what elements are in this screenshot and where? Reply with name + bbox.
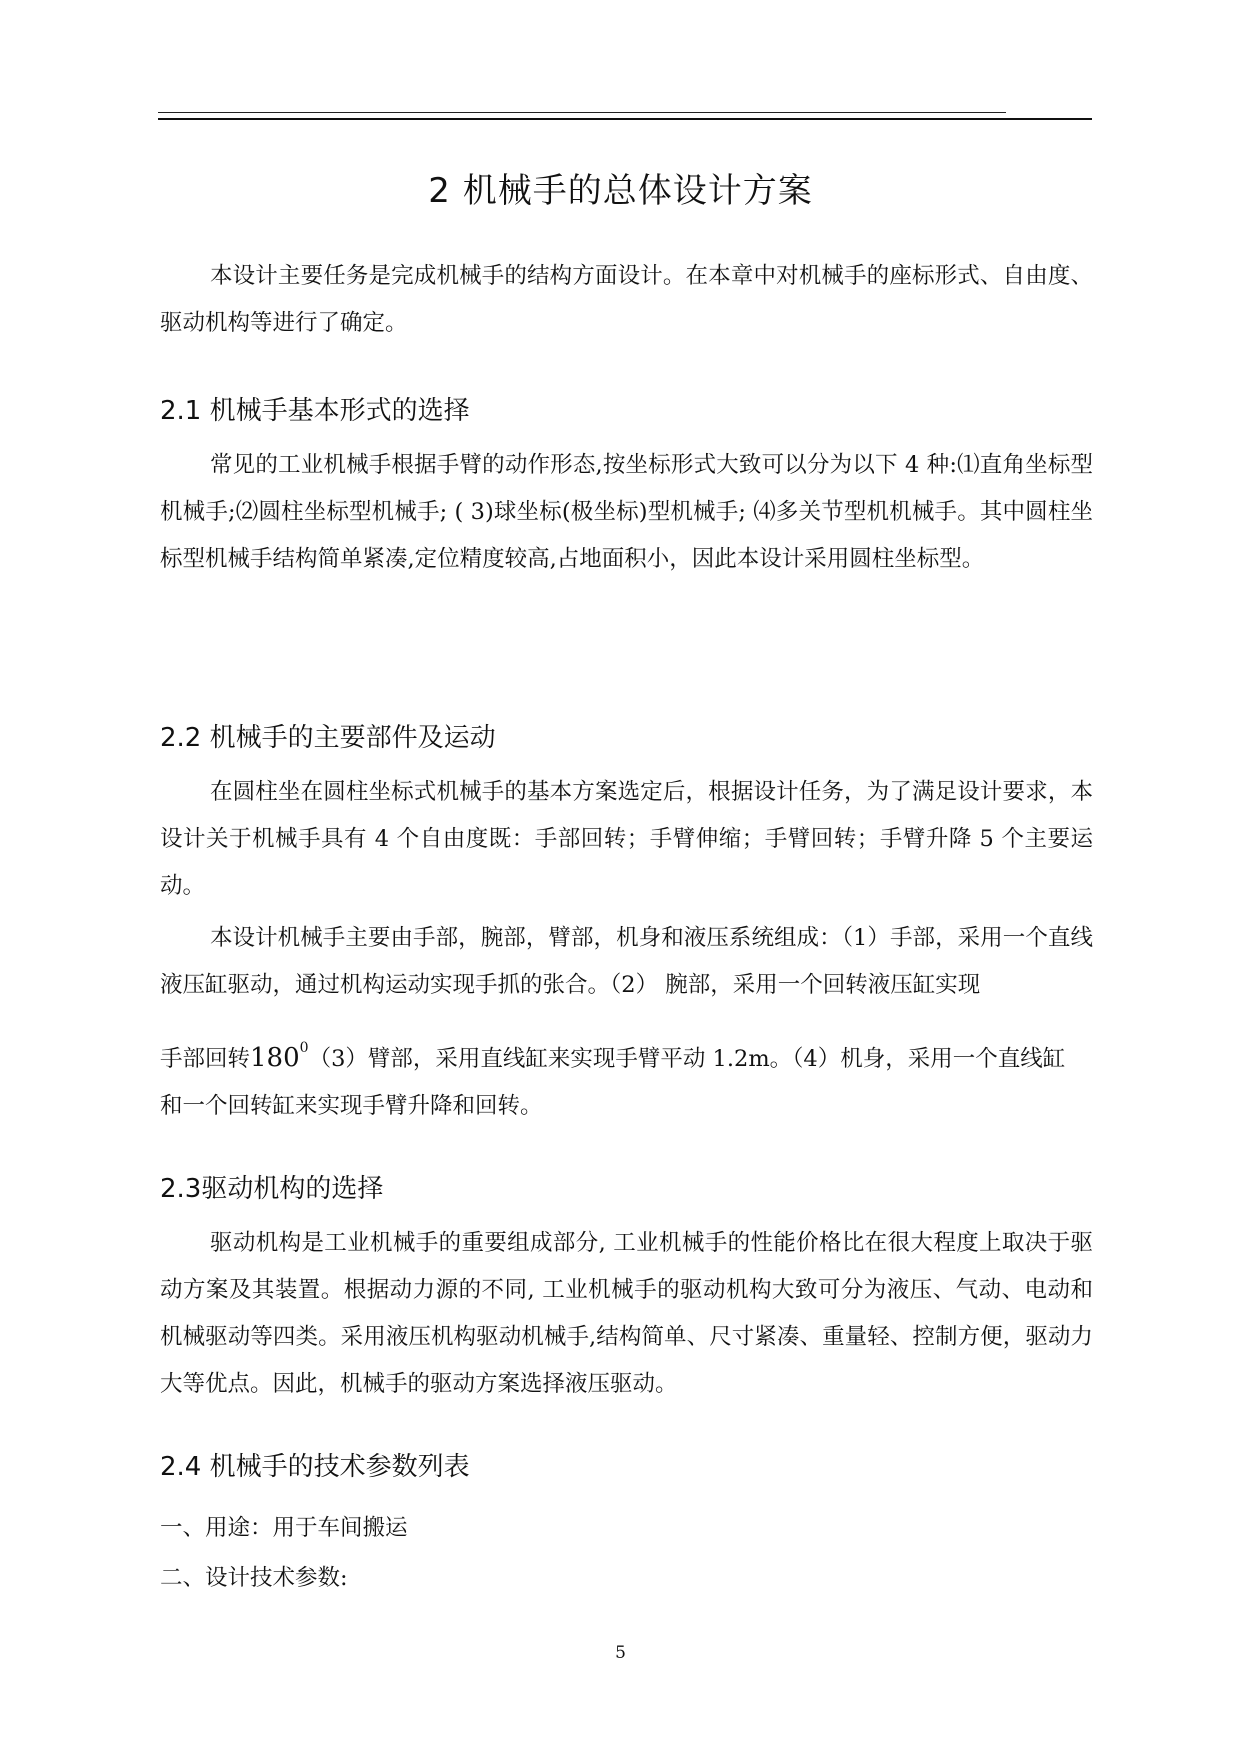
- param-item-design: 二、设计技术参数:: [160, 1565, 348, 1591]
- section-2-2-paragraph-3: [160, 1025, 1093, 1130]
- header-rule-thin: [158, 112, 1006, 113]
- chapter-title: 2 机械手的总体设计方案: [428, 171, 813, 211]
- section-heading-2-1: 2.1 机械手基本形式的选择: [160, 396, 470, 426]
- section-heading-2-2: 2.2 机械手的主要部件及运动: [160, 723, 496, 753]
- section-2-1-paragraph: 常见的工业机械手根据手臂的动作形态,按坐标形式大致可以分为以下 4 种:⑴直角坐标型机械手;⑵圆柱坐标型机械手; ( 3)球坐标(极坐标)型机械手; ⑷多关节型机机械手。其中圆柱坐标型机械手结构简单紧凑,定位精度较高,占地面积小，因此本设计采用圆柱坐标型。: [160, 452, 1093, 572]
- page-number: 5: [615, 1643, 626, 1663]
- para3-last-line: 和一个回转缸来实现手臂升降和回转。: [160, 1093, 543, 1119]
- param-item-usage: 一、用途：用于车间搬运: [160, 1515, 408, 1541]
- section-2-3-paragraph: 驱动机构是工业机械手的重要组成部分, 工业机械手的性能价格比在很大程度上取决于驱动方案及其装置。根据动力源的不同, 工业机械手的驱动机构大致可分为液压、气动、电动和机械驱动等四类。采用液压机构驱动机械手,结构简单、尺寸紧凑、重量轻、控制方便，驱动力大等优点。因此，机械手的驱动方案选择液压驱动。: [160, 1230, 1093, 1397]
- header-rule-thick: [158, 118, 1092, 120]
- section-2-2-paragraph-2: 本设计机械手主要由手部，腕部，臂部，机身和液压系统组成：（1）手部，采用一个直线液压缸驱动，通过机构运动实现手抓的张合。（2） 腕部，采用一个回转液压缸实现: [160, 925, 1093, 998]
- para3-suffix: （3）臂部，采用直线缸来实现手臂平动 1.2m。（4）机身，采用一个直线缸: [308, 1046, 1066, 1072]
- section-heading-2-4: 2.4 机械手的技术参数列表: [160, 1452, 470, 1482]
- angle-superscript: 0: [299, 1040, 309, 1056]
- angle-value: 180: [250, 1043, 300, 1073]
- section-2-2-paragraph-1: 在圆柱坐在圆柱坐标式机械手的基本方案选定后，根据设计任务，为了满足设计要求，本设计关于机械手具有 4 个自由度既：手部回转；手臂伸缩；手臂回转；手臂升降 5 个主要运动。: [160, 779, 1093, 899]
- section-heading-2-3: 2.3驱动机构的选择: [160, 1174, 384, 1204]
- para3-prefix: 手部回转: [160, 1046, 251, 1072]
- intro-paragraph: 本设计主要任务是完成机械手的结构方面设计。在本章中对机械手的座标形式、自由度、驱动机构等进行了确定。: [160, 263, 1093, 336]
